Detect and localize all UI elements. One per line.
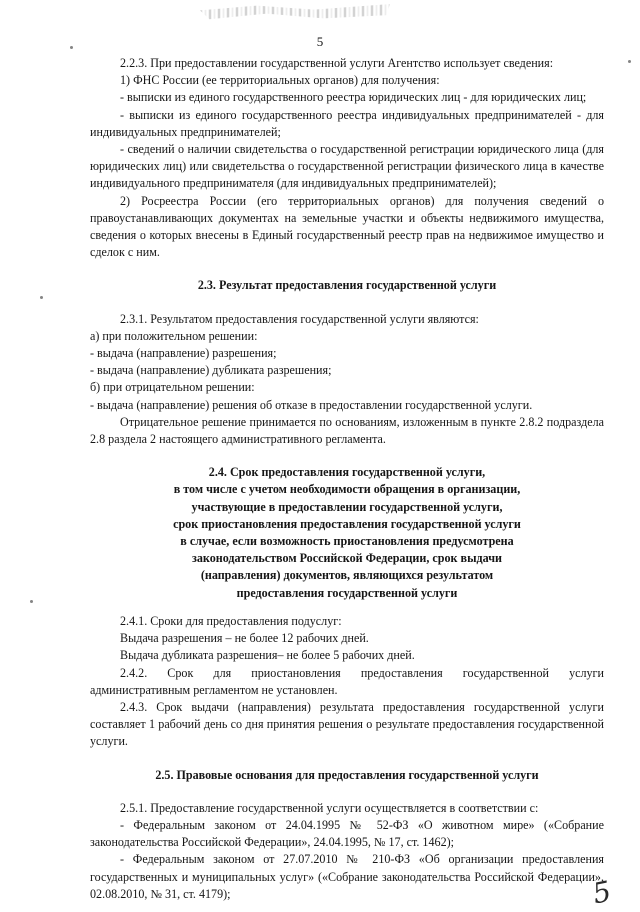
- paragraph: 2.4.1. Сроки для предоставления подуслуг:: [120, 613, 342, 628]
- paragraph: - выписки из единого государственного реестра индивидуальных предпринимателей - для индивидуальных предпринимателей;: [90, 107, 604, 139]
- paragraph: - Федеральным законом от 27.07.2010 № 210-ФЗ «Об организации предоставления государственных и муниципальных услуг» («Собрание законодательства Российской Федерации», 02.08.2010, № 31, ст. 4179);: [90, 852, 604, 901]
- section-heading: 2.3. Результат предоставления государственной услуги: [197, 278, 497, 293]
- paragraph: 2.2.3. При предоставлении государственной услуги Агентство использует сведения:: [120, 56, 554, 70]
- scan-speck: [40, 296, 43, 299]
- paragraph: Выдача разрешения – не более 12 рабочих дней.: [120, 631, 369, 646]
- paragraph: 2.4.3. Срок выдачи (направления) результата предоставления государственной услуги составляет 1 рабочий день со дня принятия решения о результате предоставления государственной услуги.: [90, 699, 604, 749]
- paragraph: - сведений о наличии свидетельства о государственной регистрации юридического лица (для юридических лиц) или свидетельства о государственной регистрации физического лица в качестве индивидуального предпринимателя (для индивидуальных предпринимателей);: [90, 142, 604, 191]
- paragraph: - выдача (направление) разрешения;: [90, 346, 277, 361]
- page-number: 5: [316, 34, 324, 49]
- section-heading-line: (направления) документов, являющихся результатом: [200, 568, 494, 583]
- paragraph: 2.4.2. Срок для приостановления предоставления государственной услуги административным регламентом не установлен.: [90, 665, 604, 697]
- paragraph: Выдача дубликата разрешения– не более 5 рабочих дней.: [120, 648, 415, 663]
- section-heading: 2.5. Правовые основания для предоставления государственной услуги: [155, 767, 539, 782]
- section-heading-line: участвующие в предоставлении государственной услуги,: [191, 499, 503, 514]
- scan-speck: [30, 600, 33, 603]
- section-heading-line: 2.4. Срок предоставления государственной услуги,: [208, 465, 486, 480]
- scan-artifact: [200, 4, 390, 20]
- paragraph: Отрицательное решение принимается по основаниям, изложенным в пункте 2.8.2 подраздела 2.8 раздела 2 настоящего административного регламента.: [90, 414, 604, 447]
- document-body: [90, 55, 604, 903]
- paragraph: б) при отрицательном решении:: [90, 380, 255, 395]
- paragraph: 2.3.1. Результатом предоставления государственной услуги являются:: [120, 311, 479, 326]
- handwritten-page-mark: 5: [589, 874, 615, 911]
- section-heading-line: срок приостановления предоставления государственной услуги: [173, 516, 521, 531]
- section-heading-line: законодательством Российской Федерации, срок выдачи: [191, 551, 502, 566]
- paragraph: - Федеральным законом от 24.04.1995 № 52-ФЗ «О животном мире» («Собрание законодательства Российской Федерации», 24.04.1995, № 17, ст. 1462);: [90, 817, 604, 850]
- paragraph: 1) ФНС России (ее территориальных органов) для получения:: [120, 73, 440, 88]
- section-heading-line: предоставления государственной услуги: [236, 585, 458, 600]
- scan-speck: [628, 60, 631, 63]
- paragraph: а) при положительном решении:: [90, 328, 258, 343]
- section-heading-line: в случае, если возможность приостановления предусмотрена: [180, 534, 514, 549]
- paragraph: 2) Росреестра России (его территориальных органов) для получения сведений о правоустанавливающих документах на земельные участки и объекты недвижимого имущества, сведения о которых внесены в Единый государственный реестр прав на недвижимое имущество и сделок с ним.: [90, 193, 604, 260]
- paragraph: - выдача (направление) решения об отказе в предоставлении государственной услуги.: [90, 397, 533, 412]
- section-heading-line: в том числе с учетом необходимости обращения в организации,: [173, 482, 521, 497]
- paragraph: - выписки из единого государственного реестра юридических лиц - для юридических лиц;: [120, 90, 587, 105]
- paragraph: - выдача (направление) дубликата разрешения;: [90, 363, 332, 378]
- paragraph: 2.5.1. Предоставление государственной услуги осуществляется в соответствии с:: [120, 800, 539, 815]
